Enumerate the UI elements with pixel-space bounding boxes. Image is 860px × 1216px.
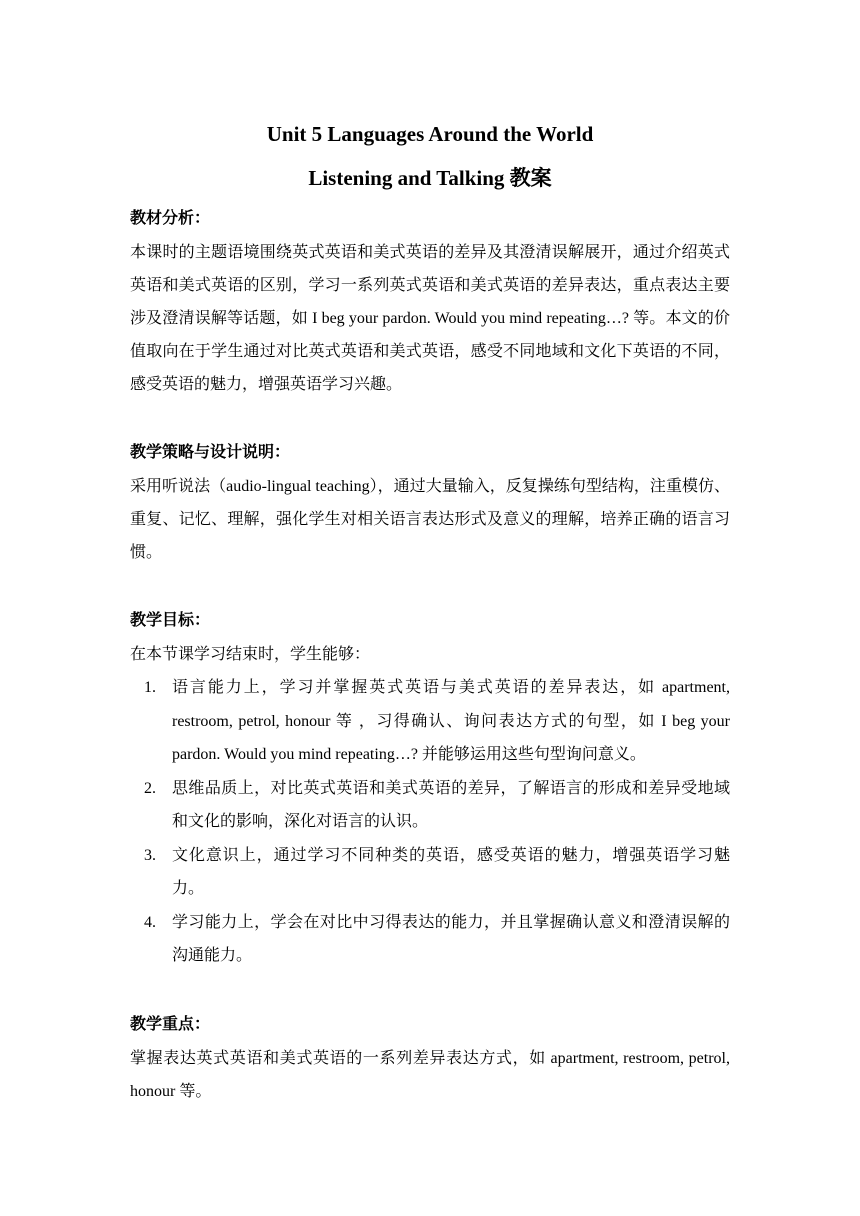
section-heading-objectives: 教学目标： (130, 612, 211, 629)
document-subtitle: Listening and Talking 教案 (308, 166, 552, 190)
list-item (130, 772, 730, 839)
section-body-analysis: 本课时的主题语境围绕英式英语和美式英语的差异及其澄清误解展开，通过介绍英式英语和美式英语的区别，学习一系列英式英语和美式英语的差异表达，重点表达主要涉及澄清误解等话题，如 I beg your pardon. Would you mind repeating…? 等。本文的价值取向在于学生通过对比英式英语和美式英语，感受不同地域和文化下英语的不同，感受英语的魅力，增强英语学习兴趣。 (130, 244, 730, 393)
objectives-intro: 在本节课学习结束时，学生能够： (130, 646, 371, 663)
spacer (130, 973, 730, 1006)
section-body-strategy: 采用听说法（audio-lingual teaching），通过大量输入，反复操练句型结构，注重模仿、重复、记忆、理解，强化学生对相关语言表达形式及意义的理解，培养正确的语言习惯。 (130, 478, 730, 561)
section-body-key-points: 掌握表达英式英语和美式英语的一系列差异表达方式，如 apartment, restroom, petrol, honour 等。 (130, 1049, 730, 1100)
section-strategy (130, 436, 730, 569)
section-heading-key-points: 教学重点： (130, 1015, 211, 1033)
list-item-number: 1. (144, 679, 156, 696)
section-objectives (130, 604, 730, 973)
list-item-text: 学习能力上，学会在对比中习得表达的能力，并且掌握确认意义和澄清误解的沟通能力。 (172, 913, 730, 964)
list-item (130, 906, 730, 973)
list-item (130, 671, 730, 772)
section-analysis (130, 202, 730, 401)
list-item (130, 839, 730, 906)
list-item-number: 4. (144, 913, 156, 931)
section-heading-strategy: 教学策略与设计说明： (130, 444, 291, 461)
section-key-points (130, 1008, 730, 1108)
lesson-plan-page (130, 112, 730, 1108)
list-item-number: 2. (144, 779, 156, 797)
document-title: Unit 5 Languages Around the World (266, 122, 594, 146)
objectives-list (130, 671, 730, 973)
list-item-text: 思维品质上，对比英式英语和美式英语的差异，了解语言的形成和差异受地域和文化的影响，深化对语言的认识。 (172, 779, 730, 830)
spacer (130, 569, 730, 602)
list-item-text: 文化意识上，通过学习不同种类的英语，感受英语的魅力，增强英语学习魅力。 (172, 846, 730, 897)
spacer (130, 401, 730, 434)
list-item-text: 语言能力上，学习并掌握英式英语与美式英语的差异表达，如 apartment, restroom, petrol, honour 等 ，习得确认、询问表达方式的句型，如 I beg your pardon. Would you mind repeating…? 并能够运用这些句型询问意义。 (172, 679, 730, 763)
list-item-number: 3. (144, 846, 156, 864)
section-heading-analysis: 教材分析： (130, 210, 211, 227)
